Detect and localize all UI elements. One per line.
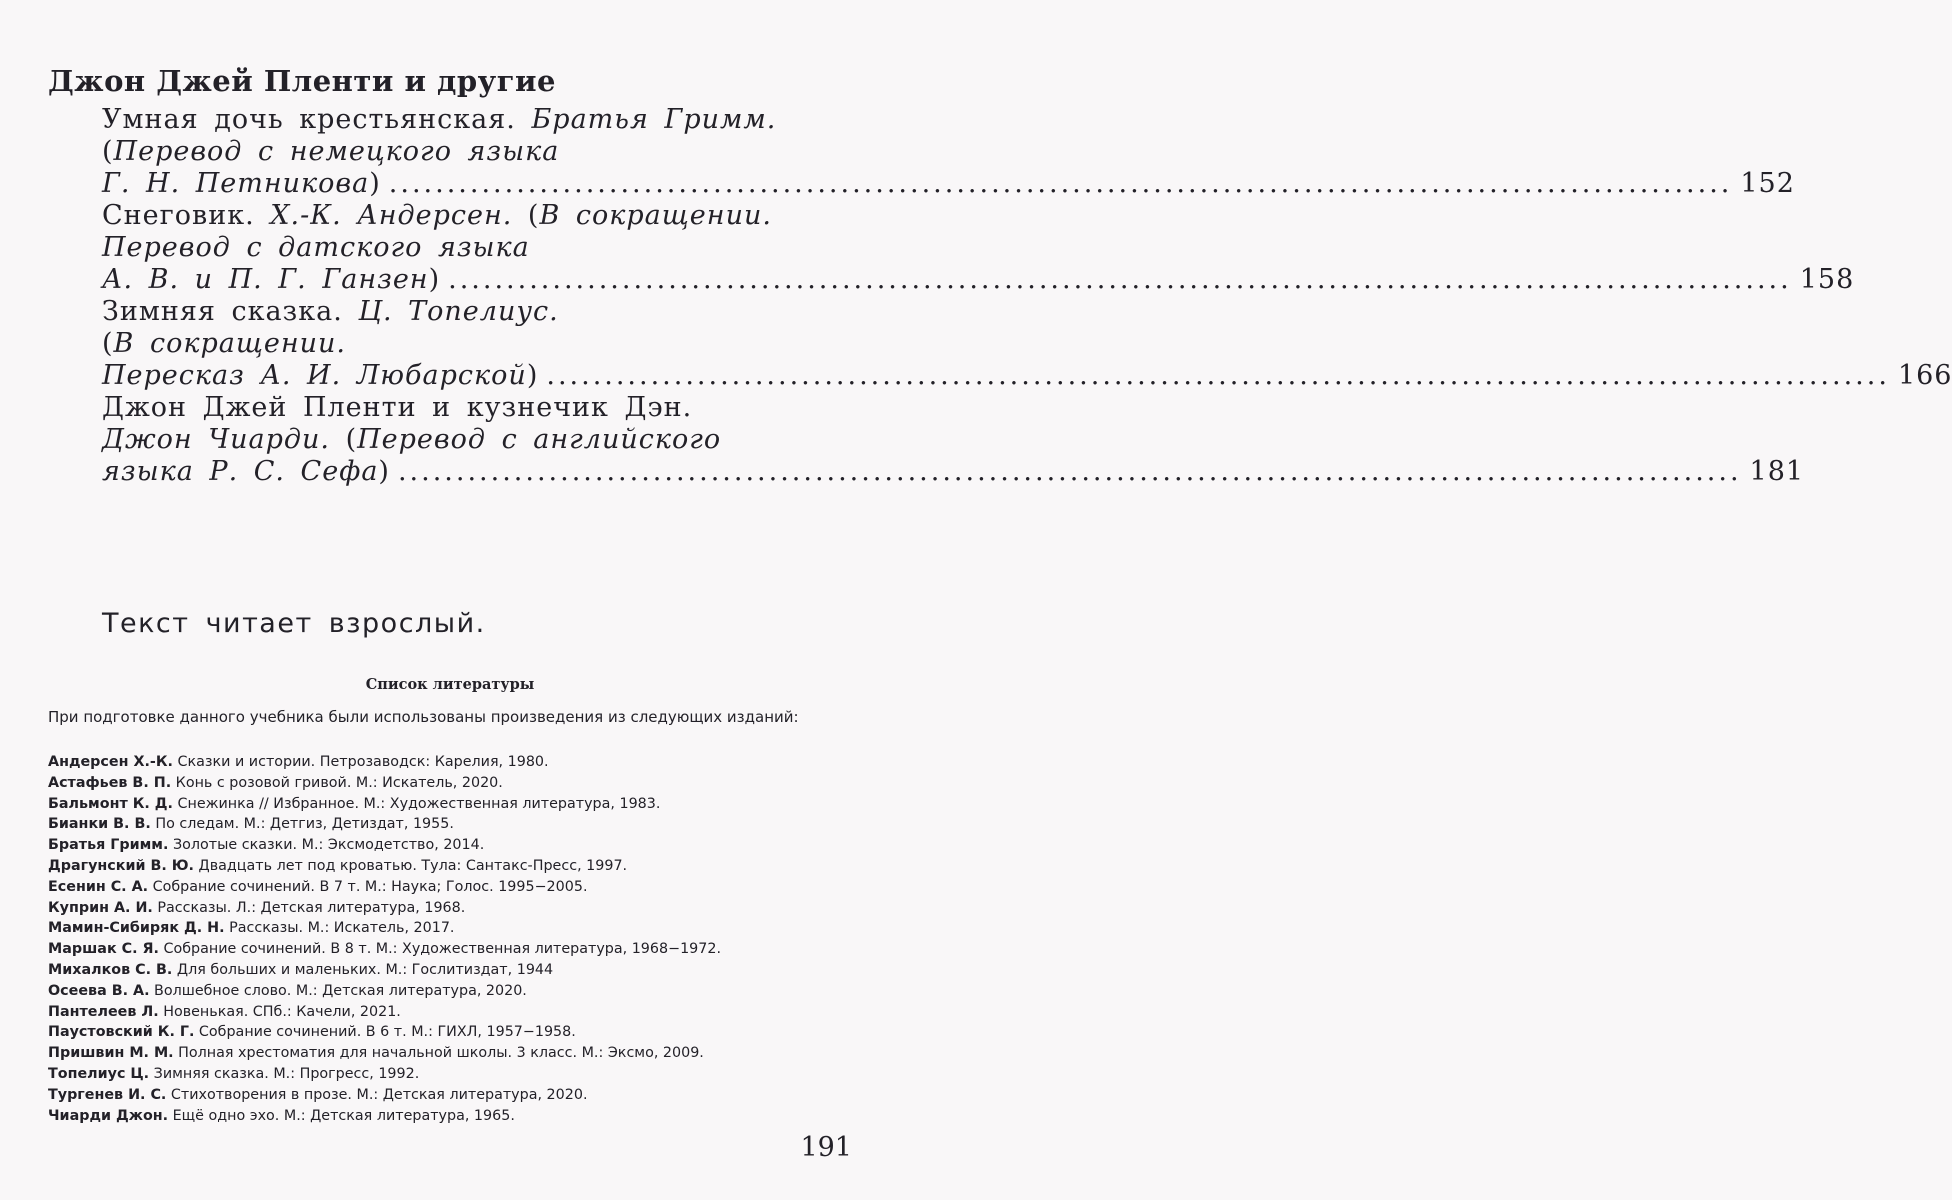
bibliography-item: Астафьев В. П. Конь с розовой гривой. М.: Искатель, 2020.	[48, 774, 503, 791]
bibliography-list	[48, 752, 858, 1126]
bibliography-item: Тургенев И. С. Стихотворения в прозе. М.: Детская литература, 2020.	[48, 1086, 588, 1103]
toc-line-with-page: Г. Н. Петникова) .................................................................................................................... 152	[102, 168, 1795, 199]
toc-leader-dots: ....................................................................................................................	[388, 168, 1733, 199]
bibliography-item: Пришвин М. М. Полная хрестоматия для начальной школы. 3 класс. М.: Эксмо, 2009.	[48, 1045, 704, 1062]
bibliography-item: Братья Гримм. Золотые сказки. М.: Эксмодетство, 2014.	[48, 837, 485, 854]
bibliography-item: Маршак С. Я. Собрание сочинений. В 8 т. М.: Художественная литература, 1968−1972.	[48, 941, 722, 958]
toc-page-number: 166	[1897, 360, 1952, 391]
toc-line: (Перевод с немецкого языка	[102, 136, 560, 167]
toc-leader-dots: ....................................................................................................................	[397, 456, 1742, 487]
toc-entry[interactable]	[102, 392, 1805, 488]
bibliography-item: Михалков С. В. Для больших и маленьких. М.: Гослитиздат, 1944	[48, 961, 554, 978]
bibliography-item: Осеева В. А. Волшебное слово. М.: Детская литература, 2020.	[48, 982, 527, 999]
bibliography-item: Мамин-Сибиряк Д. Н. Рассказы. М.: Искатель, 2017.	[48, 920, 455, 937]
toc-page-number: 152	[1740, 168, 1795, 199]
bibliography-item: Пантелеев Л. Новенькая. СПб.: Качели, 2021.	[48, 1003, 401, 1020]
toc-page-number: 158	[1799, 264, 1855, 295]
toc-entry[interactable]	[102, 200, 1855, 296]
section-title: Джон Джей Пленти и другие	[48, 64, 556, 98]
toc-line: Перевод с датского языка	[102, 232, 530, 263]
bibliography-item: Есенин С. А. Собрание сочинений. В 7 т. М.: Наука; Голос. 1995−2005.	[48, 878, 588, 895]
toc-page-number: 181	[1749, 456, 1805, 487]
toc-line: (В сокращении.	[102, 328, 347, 359]
toc-line: Джон Чиарди. (Перевод с английского	[102, 424, 722, 455]
bibliography-item: Паустовский К. Г. Собрание сочинений. В 6 т. М.: ГИХЛ, 1957−1958.	[48, 1024, 576, 1041]
bibliography-intro: При подготовке данного учебника были использованы произведения из следующих изданий:	[48, 708, 799, 726]
bibliography-item: Бианки В. В. По следам. М.: Детгиз, Детиздат, 1955.	[48, 816, 454, 833]
toc-line-with-page: А. В. и П. Г. Ганзен) .................................................................................................................... 158	[102, 264, 1855, 295]
table-of-contents	[102, 104, 1952, 488]
bibliography-item: Драгунский В. Ю. Двадцать лет под кроватью. Тула: Сантакс-Пресс, 1997.	[48, 857, 628, 874]
toc-line: Джон Джей Пленти и кузнечик Дэн.	[102, 392, 693, 423]
toc-leader-dots: ....................................................................................................................	[546, 360, 1890, 391]
page-number: 191	[800, 1132, 852, 1163]
bibliography-item: Чиарди Джон. Ещё одно эхо. М.: Детская литература, 1965.	[48, 1107, 515, 1124]
toc-entry[interactable]	[102, 104, 1795, 200]
toc-leader-dots: ....................................................................................................................	[448, 264, 1792, 295]
toc-line-with-page: Пересказ А. И. Любарской) .................................................................................................................... 166	[102, 360, 1952, 391]
bibliography-item: Бальмонт К. Д. Снежинка // Избранное. М.: Художественная литература, 1983.	[48, 795, 661, 812]
toc-line: Снеговик. Х.-К. Андерсен. (В сокращении.	[102, 200, 772, 231]
bibliography-item: Топелиус Ц. Зимняя сказка. М.: Прогресс, 1992.	[48, 1065, 420, 1082]
bibliography-item: Куприн А. И. Рассказы. Л.: Детская литература, 1968.	[48, 899, 466, 916]
bibliography-item: Андерсен Х.-К. Сказки и истории. Петрозаводск: Карелия, 1980.	[48, 754, 549, 770]
toc-line-with-page: языка Р. С. Сефа) .................................................................................................................... 181	[102, 456, 1805, 487]
toc-entry[interactable]	[102, 296, 1952, 392]
toc-line: Умная дочь крестьянская. Братья Гримм.	[102, 104, 777, 135]
toc-line: Зимняя сказка. Ц. Топелиус.	[102, 296, 559, 327]
bibliography-heading: Список литературы	[365, 676, 535, 693]
adult-reads-note: Текст читает взрослый.	[102, 608, 486, 639]
